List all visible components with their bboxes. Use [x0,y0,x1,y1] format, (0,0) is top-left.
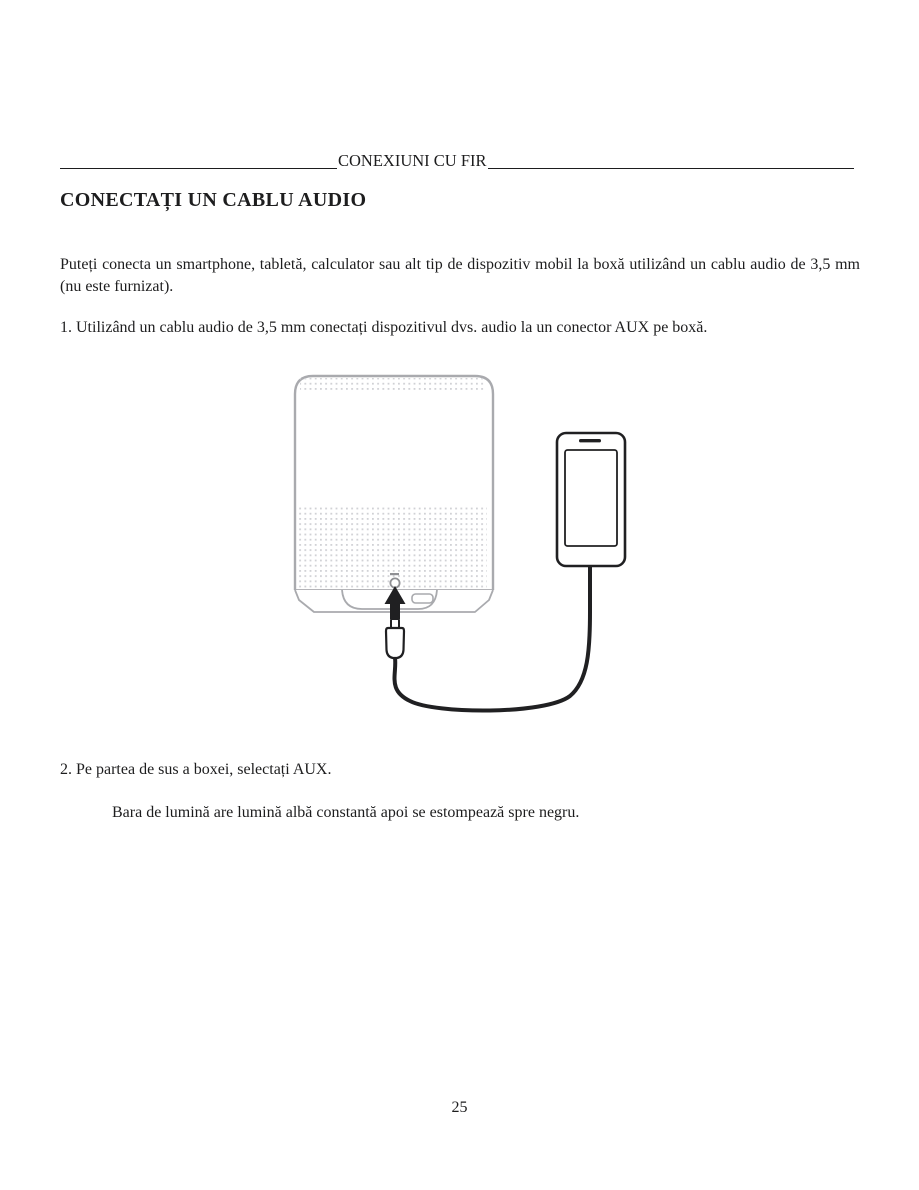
intro-paragraph: Puteți conecta un smartphone, tabletă, calculator sau alt tip de dispozitiv mobil la boxă utilizând un cablu audio de 3,5 mm (nu este furnizat). [60,256,860,295]
smartphone-earpiece [579,439,601,442]
header-rule-right [488,150,855,169]
running-header-title: CONEXIUNI CU FIR [338,151,487,170]
aux-port-dash [390,573,399,575]
running-header [60,150,854,171]
speaker-grille [297,505,487,589]
smartphone-screen [565,450,617,546]
page-number: 25 [451,1099,468,1116]
speaker-base-notch [412,594,433,603]
section-title: CONECTAȚI UN CABLU AUDIO [60,189,367,211]
step-2-note: Bara de lumină are lumină albă constantă apoi se estompează spre negru. [112,804,580,821]
step-2: 2. Pe partea de sus a boxei, selectați AUX. [60,761,332,778]
smartphone [557,433,625,566]
speaker-top-grille [300,378,484,390]
header-rule-left [60,150,337,169]
speaker-cable-illustration [268,362,636,720]
audio-jack-tip [391,619,399,628]
audio-jack-plug [386,628,404,658]
step-1: 1. Utilizând un cablu audio de 3,5 mm conectați dispozitivul dvs. audio la un conector AUX pe boxă. [60,319,708,336]
